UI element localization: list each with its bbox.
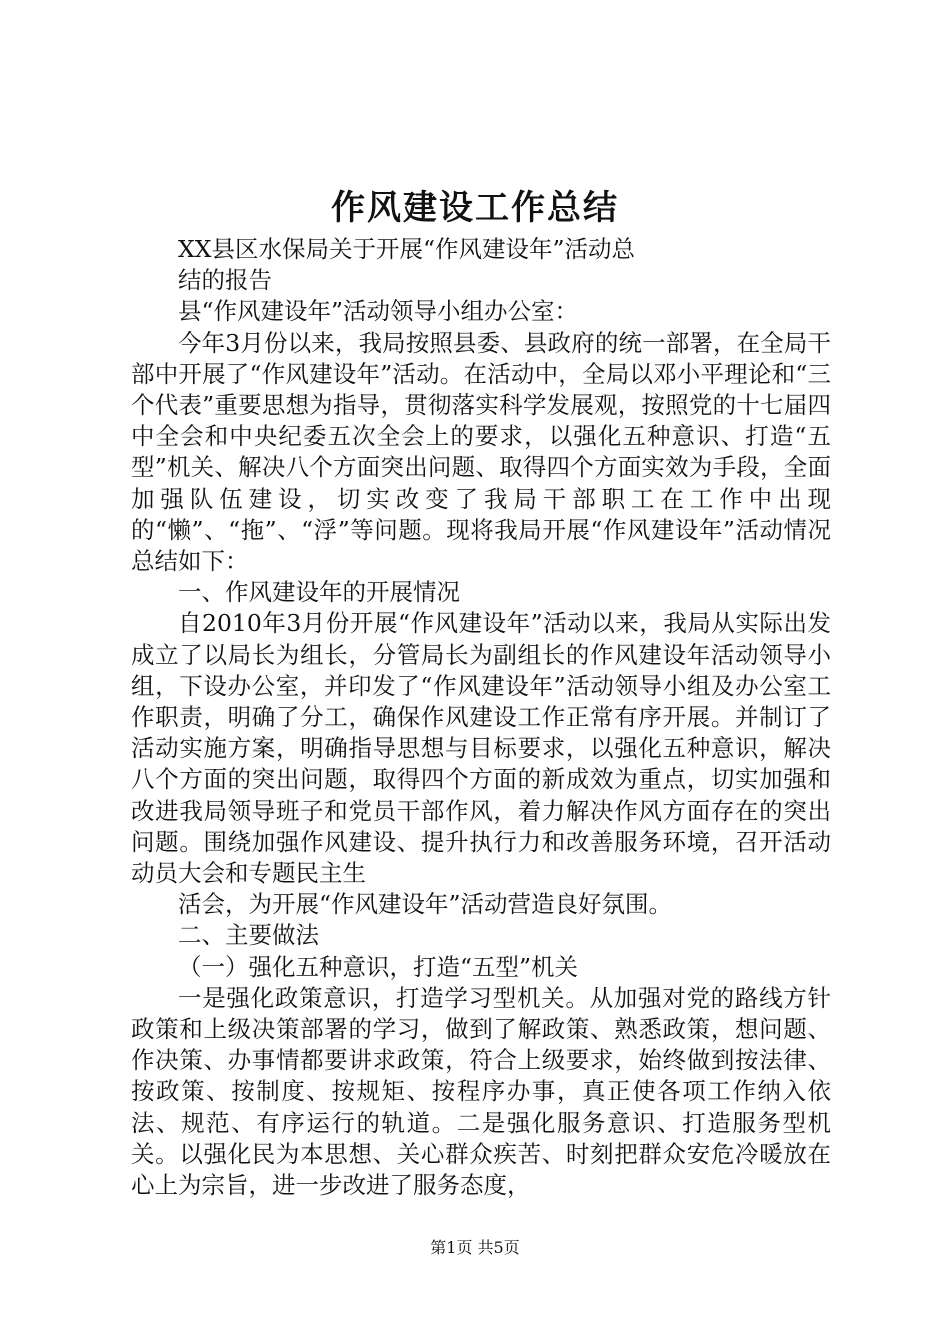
intro-paragraph: 今年3月份以来，我局按照县委、县政府的统一部署，在全局干部中开展了“作风建设年”活动。在活动中，全局以邓小平理论和“三个代表”重要思想为指导，贯彻落实科学发展观，按照党的十七届四中全会和中央纪委五次全会上的要求，以强化五种意识、打造“五型”机关、解决八个方面突出问题、取得四个方面实效为手段，全面加强队伍建设，切实改变了我局干部职工在工作中出现的“懒”、“拖”、“浮”等问题。现将我局开展“作风建设年”活动情况总结如下： [131,328,831,576]
subsection-heading-1: （一）强化五种意识，打造“五型”机关 [178,952,579,981]
document-title: 作风建设工作总结 [331,188,619,228]
recipient-line: 县“作风建设年”活动领导小组办公室： [178,297,579,326]
section-heading-2: 二、主要做法 [178,921,319,950]
page-footer: 第1页 共5页 [430,1238,520,1257]
subsection-1-paragraph: 一是强化政策意识，打造学习型机关。从加强对党的路线方针政策和上级决策部署的学习，做到了解政策、熟悉政策，想问题、作决策、办事情都要讲求政策，符合上级要求，始终做到按法律、按政策、按制度、按规矩、按程序办事，真正使各项工作纳入依法、规范、有序运行的轨道。二是强化服务意识、打造服务型机关。以强化民为本思想、关心群众疾苦、时刻把群众安危冷暖放在心上为宗旨，进一步改进了服务态度， [131,983,831,1200]
document-body [131,234,831,1201]
report-title-line-1: XX县区水保局关于开展“作风建设年”活动总 [178,235,635,263]
section-heading-1: 一、作风建设年的开展情况 [178,578,460,607]
section-1-paragraph: 自2010年3月份开展“作风建设年”活动以来，我局从实际出发成立了以局长为组长，分管局长为副组长的作风建设年活动领导小组，下设办公室，并印发了“作风建设年”活动领导小组及办公室工作职责，明确了分工，确保作风建设工作正常有序开展。并制订了活动实施方案，明确指导思想与目标要求，以强化五种意识，解决八个方面的突出问题，取得四个方面的新成效为重点，切实加强和改进我局领导班子和党员干部作风，着力解决作风方面存在的突出问题。围绕加强作风建设、提升执行力和改善服务环境，召开活动动员大会和专题民主生 [131,609,831,888]
report-title-line-2: 结的报告 [178,266,272,295]
section-1-paragraph-end: 活会，为开展“作风建设年”活动营造良好氛围。 [178,890,673,919]
